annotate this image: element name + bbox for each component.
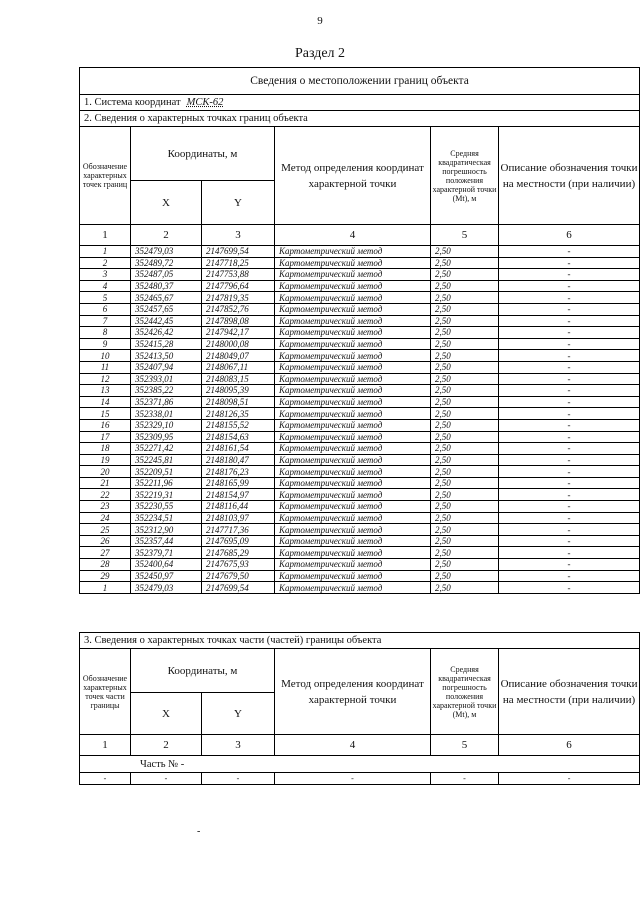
point-y: 2147675,93 [202, 559, 275, 571]
point-number: 18 [80, 443, 131, 455]
table-row [80, 246, 640, 258]
table-title: Сведения о местоположении границ объекта [80, 68, 640, 95]
table-row [80, 489, 640, 501]
point-description: - [499, 292, 640, 304]
point-method: Картометрический метод [275, 524, 431, 536]
point-number: 11 [80, 361, 131, 373]
table-row [80, 524, 640, 536]
point-description: - [499, 246, 640, 258]
point-description: - [499, 338, 640, 350]
point-method: Картометрический метод [275, 454, 431, 466]
header-description: Описание обозначения точки на местности (при наличии) [499, 127, 640, 225]
table-row [80, 582, 640, 594]
boundary-points-table [79, 67, 640, 594]
points-section-title: 2. Сведения о характерных точках границ объекта [80, 111, 640, 127]
point-method: Картометрический метод [275, 257, 431, 269]
point-y: 2147718,25 [202, 257, 275, 269]
point-number: 24 [80, 512, 131, 524]
point-accuracy: 2,50 [431, 535, 499, 547]
point-method: Картометрический метод [275, 280, 431, 292]
point-method: Картометрический метод [275, 466, 431, 478]
section-title: Раздел 2 [294, 46, 346, 61]
point-y: 2147819,35 [202, 292, 275, 304]
col-number: 6 [499, 225, 640, 246]
point-number: 2 [80, 257, 131, 269]
point-number: 26 [80, 535, 131, 547]
col-number: 3 [202, 225, 275, 246]
point-number: 1 [80, 582, 131, 594]
table-row [80, 338, 640, 350]
point-accuracy: 2,50 [431, 454, 499, 466]
point-x: 352219,31 [131, 489, 202, 501]
point-y: 2148154,97 [202, 489, 275, 501]
part-label: Часть № - [80, 756, 640, 773]
table-row [80, 559, 640, 571]
point-description: - [499, 443, 640, 455]
point-number: 27 [80, 547, 131, 559]
point-y: 2148155,52 [202, 419, 275, 431]
point-accuracy: 2,50 [431, 350, 499, 362]
col-number: 6 [499, 735, 640, 756]
point-x: 352450,97 [131, 570, 202, 582]
point-x: 352230,55 [131, 501, 202, 513]
point-y: 2147753,88 [202, 269, 275, 281]
point-y: 2148116,44 [202, 501, 275, 513]
point-accuracy: 2,50 [431, 280, 499, 292]
point-number: 13 [80, 385, 131, 397]
table-row [80, 257, 640, 269]
point-number: 12 [80, 373, 131, 385]
point-method: Картометрический метод [275, 350, 431, 362]
table-row [80, 570, 640, 582]
point-description: - [499, 303, 640, 315]
point-method: Картометрический метод [275, 338, 431, 350]
point-number: 21 [80, 477, 131, 489]
point-accuracy: 2,50 [431, 385, 499, 397]
table-row [80, 385, 640, 397]
header-point-designation: Обозначение характерных точек границ [80, 127, 131, 225]
point-number: 1 [80, 246, 131, 258]
point-method: Картометрический метод [275, 477, 431, 489]
col-number: 1 [80, 225, 131, 246]
table-row [80, 454, 640, 466]
point-y: 2147699,54 [202, 246, 275, 258]
header2-method: Метод определения координат характерной точки [275, 649, 431, 735]
point-x: 352338,01 [131, 408, 202, 420]
point-x: 352426,42 [131, 327, 202, 339]
point-y: 2148126,35 [202, 408, 275, 420]
column-numbers-row [80, 225, 640, 246]
header2-point-designation: Обозначение характерных точек части границы [80, 649, 131, 735]
empty-row [80, 773, 640, 785]
point-number: 4 [80, 280, 131, 292]
header-coordinates: Координаты, м [131, 127, 275, 181]
point-method: Картометрический метод [275, 582, 431, 594]
point-description: - [499, 570, 640, 582]
point-x: 352271,42 [131, 443, 202, 455]
point-method: Картометрический метод [275, 292, 431, 304]
point-number: 5 [80, 292, 131, 304]
col-number: 3 [202, 735, 275, 756]
point-description: - [499, 257, 640, 269]
point-y: 2148180,47 [202, 454, 275, 466]
point-description: - [499, 582, 640, 594]
empty-cell: - [80, 773, 131, 785]
point-description: - [499, 454, 640, 466]
col-number: 4 [275, 735, 431, 756]
point-number: 10 [80, 350, 131, 362]
point-description: - [499, 477, 640, 489]
point-number: 7 [80, 315, 131, 327]
point-accuracy: 2,50 [431, 396, 499, 408]
col-number: 2 [131, 735, 202, 756]
point-y: 2147942,17 [202, 327, 275, 339]
point-number: 28 [80, 559, 131, 571]
point-number: 29 [80, 570, 131, 582]
point-method: Картометрический метод [275, 489, 431, 501]
point-x: 352400,64 [131, 559, 202, 571]
point-description: - [499, 501, 640, 513]
table-row [80, 327, 640, 339]
point-number: 20 [80, 466, 131, 478]
point-description: - [499, 280, 640, 292]
col-number: 5 [431, 225, 499, 246]
part-points-table [79, 632, 640, 785]
point-accuracy: 2,50 [431, 419, 499, 431]
table-row [80, 280, 640, 292]
table-row [80, 292, 640, 304]
table-row [80, 501, 640, 513]
point-method: Картометрический метод [275, 327, 431, 339]
coord-system-value: МСК-62 [186, 97, 224, 108]
point-x: 352415,28 [131, 338, 202, 350]
point-accuracy: 2,50 [431, 292, 499, 304]
header2-description: Описание обозначения точки на местности (при наличии) [499, 649, 640, 735]
column-numbers-row-2 [80, 735, 640, 756]
point-x: 352234,51 [131, 512, 202, 524]
point-accuracy: 2,50 [431, 512, 499, 524]
point-x: 352457,65 [131, 303, 202, 315]
point-accuracy: 2,50 [431, 361, 499, 373]
point-method: Картометрический метод [275, 396, 431, 408]
point-number: 8 [80, 327, 131, 339]
point-method: Картометрический метод [275, 547, 431, 559]
point-method: Картометрический метод [275, 419, 431, 431]
point-accuracy: 2,50 [431, 489, 499, 501]
col-number: 4 [275, 225, 431, 246]
point-y: 2148049,07 [202, 350, 275, 362]
col-number: 5 [431, 735, 499, 756]
point-number: 25 [80, 524, 131, 536]
empty-cell: - [202, 773, 275, 785]
point-accuracy: 2,50 [431, 269, 499, 281]
empty-cell: - [275, 773, 431, 785]
header-method: Метод определения координат характерной точки [275, 127, 431, 225]
point-description: - [499, 361, 640, 373]
point-method: Картометрический метод [275, 303, 431, 315]
point-description: - [499, 373, 640, 385]
col-number: 1 [80, 735, 131, 756]
point-y: 2148095,39 [202, 385, 275, 397]
point-description: - [499, 350, 640, 362]
point-description: - [499, 419, 640, 431]
point-x: 352479,03 [131, 582, 202, 594]
point-number: 17 [80, 431, 131, 443]
point-method: Картометрический метод [275, 315, 431, 327]
point-accuracy: 2,50 [431, 408, 499, 420]
header2-y: Y [202, 693, 275, 735]
point-number: 9 [80, 338, 131, 350]
header-y: Y [202, 181, 275, 225]
point-accuracy: 2,50 [431, 315, 499, 327]
point-method: Картометрический метод [275, 443, 431, 455]
point-x: 352480,37 [131, 280, 202, 292]
col-number: 2 [131, 225, 202, 246]
point-accuracy: 2,50 [431, 501, 499, 513]
point-accuracy: 2,50 [431, 582, 499, 594]
empty-cell: - [431, 773, 499, 785]
point-accuracy: 2,50 [431, 477, 499, 489]
point-accuracy: 2,50 [431, 327, 499, 339]
point-y: 2147717,36 [202, 524, 275, 536]
point-x: 352379,71 [131, 547, 202, 559]
table-row [80, 431, 640, 443]
point-y: 2148165,99 [202, 477, 275, 489]
point-method: Картометрический метод [275, 501, 431, 513]
part-section-title: 3. Сведения о характерных точках части (частей) границы объекта [80, 633, 640, 649]
point-accuracy: 2,50 [431, 431, 499, 443]
point-description: - [499, 315, 640, 327]
point-x: 352245,81 [131, 454, 202, 466]
point-method: Картометрический метод [275, 535, 431, 547]
header2-x: X [131, 693, 202, 735]
point-y: 2147685,29 [202, 547, 275, 559]
point-accuracy: 2,50 [431, 443, 499, 455]
point-description: - [499, 489, 640, 501]
page-number: 9 [317, 15, 323, 27]
point-y: 2147679,50 [202, 570, 275, 582]
table-row [80, 419, 640, 431]
point-y: 2147699,54 [202, 582, 275, 594]
coord-system-label: 1. Система координат [84, 97, 181, 108]
point-number: 14 [80, 396, 131, 408]
point-accuracy: 2,50 [431, 338, 499, 350]
point-x: 352211,96 [131, 477, 202, 489]
point-method: Картометрический метод [275, 512, 431, 524]
point-method: Картометрический метод [275, 373, 431, 385]
point-y: 2148154,63 [202, 431, 275, 443]
header2-accuracy: Средняя квадратическая погрешность положения характерной точки (Mt), м [431, 649, 499, 735]
point-y: 2147852,76 [202, 303, 275, 315]
point-description: - [499, 396, 640, 408]
point-x: 352329,10 [131, 419, 202, 431]
point-x: 352209,51 [131, 466, 202, 478]
point-x: 352357,44 [131, 535, 202, 547]
header-accuracy: Средняя квадратическая погрешность положения характерной точки (Mt), м [431, 127, 499, 225]
table-row [80, 269, 640, 281]
point-y: 2147796,64 [202, 280, 275, 292]
point-x: 352487,05 [131, 269, 202, 281]
point-accuracy: 2,50 [431, 303, 499, 315]
point-x: 352489,72 [131, 257, 202, 269]
point-y: 2147898,08 [202, 315, 275, 327]
point-y: 2148161,54 [202, 443, 275, 455]
point-number: 16 [80, 419, 131, 431]
point-x: 352413,50 [131, 350, 202, 362]
point-x: 352465,67 [131, 292, 202, 304]
point-x: 352371,86 [131, 396, 202, 408]
coord-system-row [80, 95, 640, 111]
point-method: Картометрический метод [275, 269, 431, 281]
point-description: - [499, 385, 640, 397]
point-number: 3 [80, 269, 131, 281]
point-method: Картометрический метод [275, 246, 431, 258]
point-method: Картометрический метод [275, 559, 431, 571]
table-row [80, 315, 640, 327]
point-description: - [499, 466, 640, 478]
table-row [80, 512, 640, 524]
point-accuracy: 2,50 [431, 246, 499, 258]
point-description: - [499, 431, 640, 443]
point-x: 352309,95 [131, 431, 202, 443]
point-description: - [499, 559, 640, 571]
empty-cell: - [131, 773, 202, 785]
header2-coordinates: Координаты, м [131, 649, 275, 693]
point-method: Картометрический метод [275, 431, 431, 443]
table-row [80, 396, 640, 408]
table-row [80, 361, 640, 373]
point-method: Картометрический метод [275, 385, 431, 397]
table-row [80, 547, 640, 559]
point-x: 352442,45 [131, 315, 202, 327]
point-accuracy: 2,50 [431, 559, 499, 571]
point-description: - [499, 408, 640, 420]
point-y: 2147695,09 [202, 535, 275, 547]
point-y: 2148176,23 [202, 466, 275, 478]
point-x: 352385,22 [131, 385, 202, 397]
table-row [80, 408, 640, 420]
point-method: Картометрический метод [275, 570, 431, 582]
point-y: 2148067,11 [202, 361, 275, 373]
point-number: 15 [80, 408, 131, 420]
table-row [80, 350, 640, 362]
point-x: 352479,03 [131, 246, 202, 258]
footer-dash: - [197, 826, 201, 837]
point-number: 22 [80, 489, 131, 501]
table-row [80, 535, 640, 547]
point-accuracy: 2,50 [431, 257, 499, 269]
header-x: X [131, 181, 202, 225]
point-description: - [499, 535, 640, 547]
empty-cell: - [499, 773, 640, 785]
point-accuracy: 2,50 [431, 466, 499, 478]
table-row [80, 373, 640, 385]
point-description: - [499, 524, 640, 536]
point-description: - [499, 512, 640, 524]
point-accuracy: 2,50 [431, 524, 499, 536]
point-x: 352393,01 [131, 373, 202, 385]
point-y: 2148103,97 [202, 512, 275, 524]
point-method: Картометрический метод [275, 361, 431, 373]
point-y: 2148098,51 [202, 396, 275, 408]
point-y: 2148000,08 [202, 338, 275, 350]
point-accuracy: 2,50 [431, 373, 499, 385]
point-y: 2148083,15 [202, 373, 275, 385]
point-number: 19 [80, 454, 131, 466]
point-description: - [499, 547, 640, 559]
point-number: 6 [80, 303, 131, 315]
point-number: 23 [80, 501, 131, 513]
table-row [80, 303, 640, 315]
point-accuracy: 2,50 [431, 570, 499, 582]
point-x: 352312,90 [131, 524, 202, 536]
table-row [80, 466, 640, 478]
point-method: Картометрический метод [275, 408, 431, 420]
point-description: - [499, 327, 640, 339]
point-description: - [499, 269, 640, 281]
point-x: 352407,94 [131, 361, 202, 373]
table-row [80, 443, 640, 455]
table-row [80, 477, 640, 489]
point-accuracy: 2,50 [431, 547, 499, 559]
